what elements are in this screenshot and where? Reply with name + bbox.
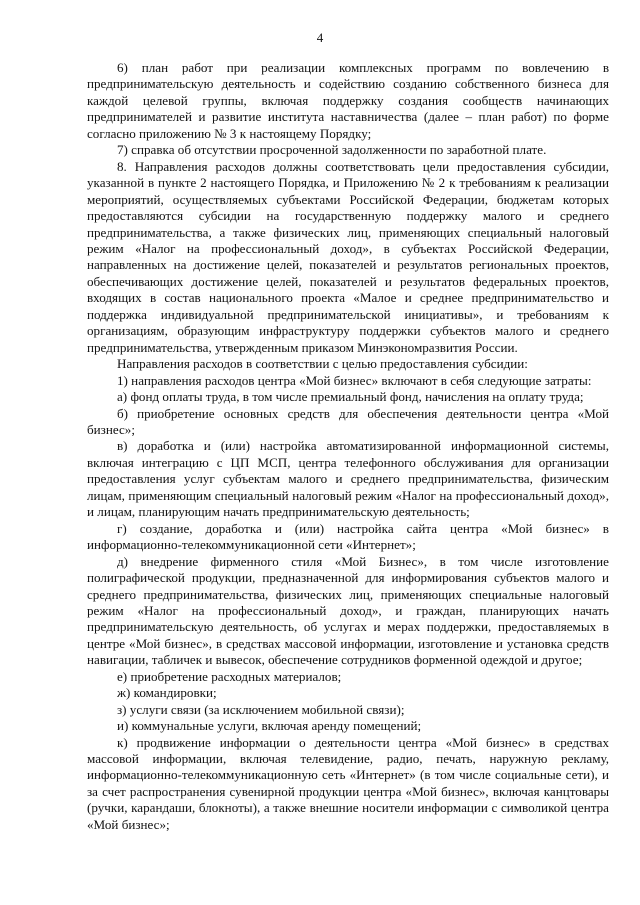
list-item-utilities: и) коммунальные услуги, включая аренду помещений; <box>117 718 422 734</box>
list-item-business-trips: ж) командировки; <box>117 685 217 701</box>
list-item-fixed-assets: б) приобретение основных средств для обеспечения деятельности центра «Мой бизнес»; <box>87 405 609 437</box>
paragraph-center-costs: 1) направления расходов центра «Мой бизнес» включают в себя следующие затраты: <box>117 372 592 388</box>
list-item-website: г) создание, доработка и (или) настройка сайта центра «Мой бизнес» в информационно-телекоммуникационной сети «Интернет»; <box>87 520 609 553</box>
list-item-corporate-style: д) внедрение фирменного стиля «Мой Бизнес», в том числе изготовление полиграфической продукции, предназначенной для информирования субъектов малого и среднего предпринимательства, физических лиц, применяющих специальные налоговый режим «Налог на профессиональный доход», и граждан, планирующих начать предпринимательскую деятельность, об услугах и мерах поддержки, предоставляемых в центре «Мой бизнес», в средствах массовой информации, изготовление и установка средств навигации, табличек и вывесок, обеспечение сотрудников форменной одеждой и другое; <box>87 553 609 668</box>
list-item-communication-services: з) услуги связи (за исключением мобильной связи); <box>117 701 405 717</box>
list-item-consumables: е) приобретение расходных материалов; <box>117 668 342 684</box>
page-number: 4 <box>316 30 324 45</box>
list-item-information-system: в) доработка и (или) настройка автоматизированной информационной системы, включая интеграцию с ЦП МСП, центра телефонного обслуживания для организации предоставления услуг субъектам малого и среднего предпринимательства, физическим лицам, применяющим специальный налоговый режим «Налог на профессиональный доход», и лицам, планирующим начать предпринимательскую деятельность; <box>87 438 609 520</box>
paragraph-salary-certificate: 7) справка об отсутствии просроченной задолженности по заработной плате. <box>117 142 547 158</box>
paragraph-expense-directions: 8. Направления расходов должны соответствовать цели предоставления субсидии, указанной в пункте 2 настоящего Порядка, и Приложению № 2 к требованиям к реализации мероприятий, осуществляемых субъектами Российской Федерации, бюджетам которых предоставляются субсидии на государственную поддержку малого и среднего предпринимательства, а также физических лиц, применяющих специальный налоговый режим «Налог на профессиональный доход», в субъектах Российской Федерации, направленных на достижение целей, показателей и результатов региональных проектов, обеспечивающих достижение целей, показателей и результатов федеральных проектов, входящих в состав национального проекта «Малое и среднее предпринимательство и поддержка индивидуальной предпринимательской инициативы», и требованиям к организациям, образующим инфраструктуру поддержки субъектов малого и среднего предпринимательства, утвержденным приказом Минэкономразвития России. <box>87 158 609 355</box>
document-body <box>87 60 609 833</box>
list-item-payroll: а) фонд оплаты труда, в том числе премиальный фонд, начисления на оплату труда; <box>117 389 584 405</box>
paragraph-work-plan: 6) план работ при реализации комплексных программ по вовлечению в предпринимательскую деятельность и содействию созданию собственного бизнеса для каждой целевой группы, включая поддержку создания сообществ начинающих предпринимателей и развитие института наставничества (далее – план работ) по форме согласно приложению № 3 к настоящему Порядку; <box>87 60 609 141</box>
list-item-promotion: к) продвижение информации о деятельности центра «Мой бизнес» в средствах массовой информации, включая телевидение, радио, печать, наружную рекламу, информационно-телекоммуникационную сеть «Интернет» (в том числе социальные сети), и за счет распространения сувенирной продукции центра «Мой бизнес», включая канцтовары (ручки, карандаши, блокноты), а также внешние носители информации с символикой центра «Мой бизнес»; <box>87 734 609 832</box>
paragraph-directions-intro: Направления расходов в соответствии с целью предоставления субсидии: <box>117 356 528 372</box>
